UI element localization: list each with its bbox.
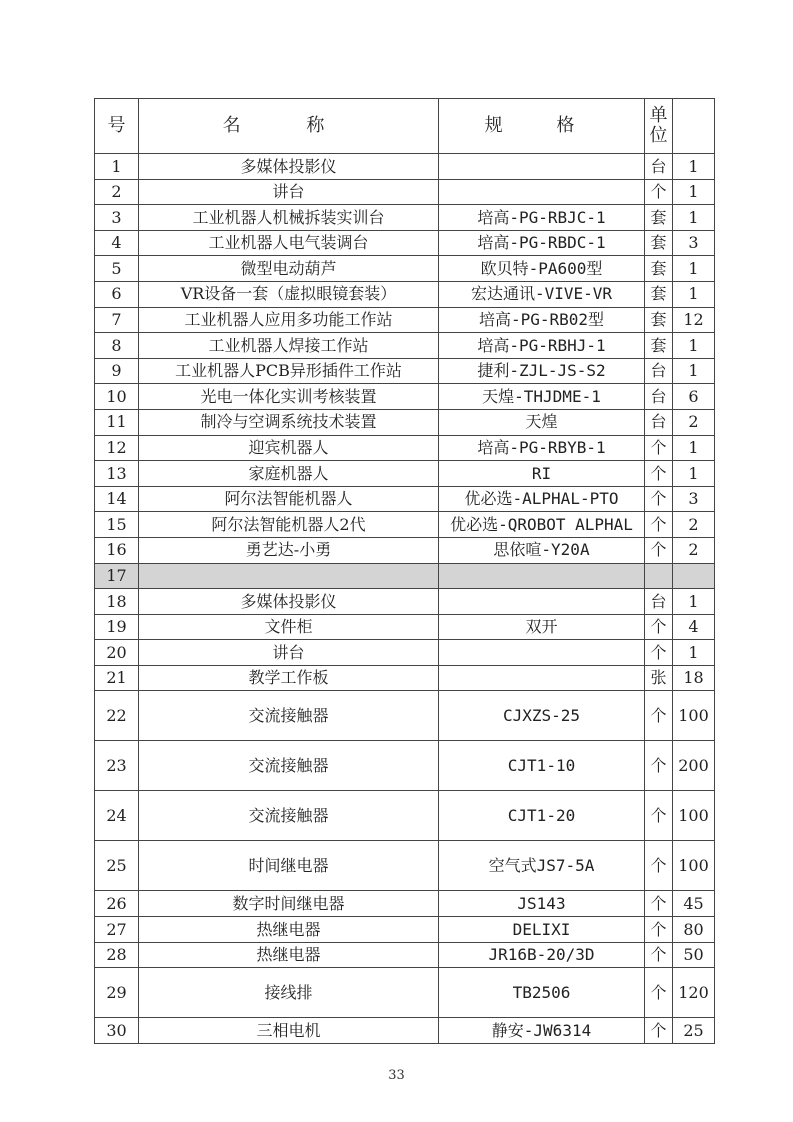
cell-no: 4 <box>95 230 139 256</box>
cell-spec: CJT1-10 <box>439 741 645 791</box>
table-row <box>95 154 715 180</box>
table-row <box>95 307 715 333</box>
cell-unit: 个 <box>645 640 673 666</box>
cell-name: 时间继电器 <box>139 841 439 891</box>
table-row <box>95 791 715 841</box>
cell-name: 讲台 <box>139 179 439 205</box>
cell-spec: 宏达通讯-VIVE-VR <box>439 281 645 307</box>
cell-no: 17 <box>95 563 139 589</box>
cell-unit: 个 <box>645 968 673 1018</box>
cell-no: 14 <box>95 486 139 512</box>
cell-name: 热继电器 <box>139 942 439 968</box>
cell-unit: 个 <box>645 614 673 640</box>
table-row <box>95 486 715 512</box>
table-row <box>95 281 715 307</box>
cell-no: 3 <box>95 205 139 231</box>
table-row <box>95 537 715 563</box>
table-row <box>95 512 715 538</box>
cell-name: 迎宾机器人 <box>139 435 439 461</box>
cell-spec: 天煌 <box>439 409 645 435</box>
table-row <box>95 640 715 666</box>
cell-unit: 台 <box>645 358 673 384</box>
cell-no: 6 <box>95 281 139 307</box>
cell-name: 家庭机器人 <box>139 461 439 487</box>
cell-name: 工业机器人机械拆装实训台 <box>139 205 439 231</box>
cell-name: 制冷与空调系统技术装置 <box>139 409 439 435</box>
cell-no: 15 <box>95 512 139 538</box>
cell-spec: 优必选-ALPHAL-PTO <box>439 486 645 512</box>
cell-spec <box>439 179 645 205</box>
cell-spec: 培高-PG-RBYB-1 <box>439 435 645 461</box>
table-row <box>95 691 715 741</box>
cell-unit: 套 <box>645 333 673 359</box>
cell-name: 教学工作板 <box>139 665 439 691</box>
cell-name: 微型电动葫芦 <box>139 256 439 282</box>
cell-unit: 套 <box>645 230 673 256</box>
page-number: 33 <box>388 1068 405 1083</box>
cell-no: 29 <box>95 968 139 1018</box>
cell-unit: 个 <box>645 942 673 968</box>
cell-unit: 套 <box>645 256 673 282</box>
cell-no: 12 <box>95 435 139 461</box>
cell-no: 30 <box>95 1018 139 1044</box>
cell-name: 热继电器 <box>139 917 439 943</box>
cell-no: 20 <box>95 640 139 666</box>
cell-spec: 空气式JS7-5A <box>439 841 645 891</box>
cell-unit: 套 <box>645 281 673 307</box>
cell-unit: 个 <box>645 741 673 791</box>
cell-qty: 6 <box>673 384 715 410</box>
cell-spec: 培高-PG-RBDC-1 <box>439 230 645 256</box>
table-header-row <box>95 99 715 154</box>
cell-qty: 200 <box>673 741 715 791</box>
cell-name: 工业机器人应用多功能工作站 <box>139 307 439 333</box>
cell-unit: 个 <box>645 435 673 461</box>
table-row <box>95 333 715 359</box>
table-row <box>95 665 715 691</box>
table-row <box>95 741 715 791</box>
cell-unit: 个 <box>645 461 673 487</box>
cell-no: 1 <box>95 154 139 180</box>
cell-name: 勇艺达-小勇 <box>139 537 439 563</box>
cell-qty: 18 <box>673 665 715 691</box>
cell-spec: 培高-PG-RBHJ-1 <box>439 333 645 359</box>
table-row <box>95 256 715 282</box>
cell-no: 7 <box>95 307 139 333</box>
cell-no: 21 <box>95 665 139 691</box>
cell-name: 数字时间继电器 <box>139 891 439 917</box>
header-name <box>139 99 439 154</box>
cell-unit: 个 <box>645 1018 673 1044</box>
cell-name: 交流接触器 <box>139 691 439 741</box>
cell-spec: 培高-PG-RB02型 <box>439 307 645 333</box>
cell-no: 19 <box>95 614 139 640</box>
cell-spec <box>439 665 645 691</box>
cell-qty: 1 <box>673 154 715 180</box>
cell-qty: 3 <box>673 486 715 512</box>
cell-qty: 1 <box>673 281 715 307</box>
cell-no: 26 <box>95 891 139 917</box>
cell-spec: 双开 <box>439 614 645 640</box>
cell-qty: 2 <box>673 512 715 538</box>
cell-qty: 1 <box>673 256 715 282</box>
table-row <box>95 1018 715 1044</box>
cell-name: 光电一体化实训考核装置 <box>139 384 439 410</box>
header-spec <box>439 99 645 154</box>
cell-unit: 个 <box>645 891 673 917</box>
table-row <box>95 358 715 384</box>
cell-name: 阿尔法智能机器人 <box>139 486 439 512</box>
cell-unit: 个 <box>645 917 673 943</box>
table-row <box>95 589 715 615</box>
cell-name: 文件柜 <box>139 614 439 640</box>
cell-no: 9 <box>95 358 139 384</box>
cell-qty: 80 <box>673 917 715 943</box>
cell-unit: 个 <box>645 537 673 563</box>
cell-no: 5 <box>95 256 139 282</box>
cell-spec: CJT1-20 <box>439 791 645 841</box>
cell-spec: 培高-PG-RBJC-1 <box>439 205 645 231</box>
cell-qty: 3 <box>673 230 715 256</box>
table-row <box>95 841 715 891</box>
header-spec-label: 规 格 <box>484 115 599 137</box>
cell-qty: 12 <box>673 307 715 333</box>
cell-no: 13 <box>95 461 139 487</box>
cell-unit: 台 <box>645 409 673 435</box>
table-row <box>95 230 715 256</box>
cell-no: 27 <box>95 917 139 943</box>
cell-unit: 个 <box>645 841 673 891</box>
cell-unit: 个 <box>645 179 673 205</box>
table-row <box>95 942 715 968</box>
cell-no: 8 <box>95 333 139 359</box>
cell-name: 接线排 <box>139 968 439 1018</box>
cell-unit: 台 <box>645 384 673 410</box>
cell-qty: 2 <box>673 537 715 563</box>
cell-unit: 套 <box>645 307 673 333</box>
cell-qty: 1 <box>673 333 715 359</box>
cell-unit: 套 <box>645 205 673 231</box>
cell-qty: 1 <box>673 179 715 205</box>
cell-name: 交流接触器 <box>139 791 439 841</box>
table-row <box>95 409 715 435</box>
cell-spec: 天煌-THJDME-1 <box>439 384 645 410</box>
header-name-label: 名 称 <box>222 115 355 137</box>
cell-name <box>139 563 439 589</box>
cell-qty: 1 <box>673 589 715 615</box>
cell-spec: JS143 <box>439 891 645 917</box>
cell-name: VR设备一套（虚拟眼镜套装） <box>139 281 439 307</box>
cell-no: 11 <box>95 409 139 435</box>
header-unit: 单位 <box>645 99 673 154</box>
table-row <box>95 205 715 231</box>
cell-qty: 50 <box>673 942 715 968</box>
cell-no: 10 <box>95 384 139 410</box>
cell-qty: 100 <box>673 691 715 741</box>
cell-no: 18 <box>95 589 139 615</box>
cell-qty: 1 <box>673 358 715 384</box>
cell-spec <box>439 154 645 180</box>
cell-qty: 120 <box>673 968 715 1018</box>
cell-unit: 张 <box>645 665 673 691</box>
cell-name: 工业机器人焊接工作站 <box>139 333 439 359</box>
cell-name: 工业机器人PCB异形插件工作站 <box>139 358 439 384</box>
cell-spec: 思依喧-Y20A <box>439 537 645 563</box>
cell-qty: 1 <box>673 640 715 666</box>
cell-unit: 台 <box>645 154 673 180</box>
cell-unit <box>645 563 673 589</box>
cell-name: 阿尔法智能机器人2代 <box>139 512 439 538</box>
cell-name: 工业机器人电气装调台 <box>139 230 439 256</box>
cell-unit: 台 <box>645 589 673 615</box>
cell-spec: DELIXI <box>439 917 645 943</box>
table-row <box>95 563 715 589</box>
cell-qty <box>673 563 715 589</box>
cell-no: 23 <box>95 741 139 791</box>
cell-spec: 静安-JW6314 <box>439 1018 645 1044</box>
cell-qty: 100 <box>673 841 715 891</box>
table-row <box>95 614 715 640</box>
cell-spec: TB2506 <box>439 968 645 1018</box>
table-row <box>95 461 715 487</box>
table-row <box>95 968 715 1018</box>
cell-qty: 2 <box>673 409 715 435</box>
table-row <box>95 917 715 943</box>
cell-qty: 1 <box>673 435 715 461</box>
cell-qty: 45 <box>673 891 715 917</box>
cell-spec: JR16B-20/3D <box>439 942 645 968</box>
cell-name: 讲台 <box>139 640 439 666</box>
cell-spec: RI <box>439 461 645 487</box>
table-body <box>95 154 715 1044</box>
table-row <box>95 179 715 205</box>
cell-name: 多媒体投影仪 <box>139 154 439 180</box>
cell-no: 16 <box>95 537 139 563</box>
table-row <box>95 435 715 461</box>
cell-spec <box>439 589 645 615</box>
cell-no: 2 <box>95 179 139 205</box>
table-row <box>95 891 715 917</box>
cell-qty: 4 <box>673 614 715 640</box>
cell-qty: 100 <box>673 791 715 841</box>
header-qty <box>673 99 715 154</box>
equipment-table <box>94 98 715 1044</box>
cell-unit: 个 <box>645 791 673 841</box>
cell-name: 多媒体投影仪 <box>139 589 439 615</box>
cell-spec: CJXZS-25 <box>439 691 645 741</box>
cell-spec: 欧贝特-PA600型 <box>439 256 645 282</box>
cell-qty: 1 <box>673 205 715 231</box>
header-no: 号 <box>95 99 139 154</box>
table-row <box>95 384 715 410</box>
cell-unit: 个 <box>645 512 673 538</box>
cell-no: 28 <box>95 942 139 968</box>
cell-spec <box>439 640 645 666</box>
cell-qty: 25 <box>673 1018 715 1044</box>
cell-unit: 个 <box>645 486 673 512</box>
cell-unit: 个 <box>645 691 673 741</box>
cell-no: 22 <box>95 691 139 741</box>
cell-no: 25 <box>95 841 139 891</box>
cell-spec: 优必选-QROBOT ALPHAL <box>439 512 645 538</box>
cell-spec: 捷利-ZJL-JS-S2 <box>439 358 645 384</box>
cell-no: 24 <box>95 791 139 841</box>
cell-qty: 1 <box>673 461 715 487</box>
cell-name: 三相电机 <box>139 1018 439 1044</box>
cell-spec <box>439 563 645 589</box>
cell-name: 交流接触器 <box>139 741 439 791</box>
